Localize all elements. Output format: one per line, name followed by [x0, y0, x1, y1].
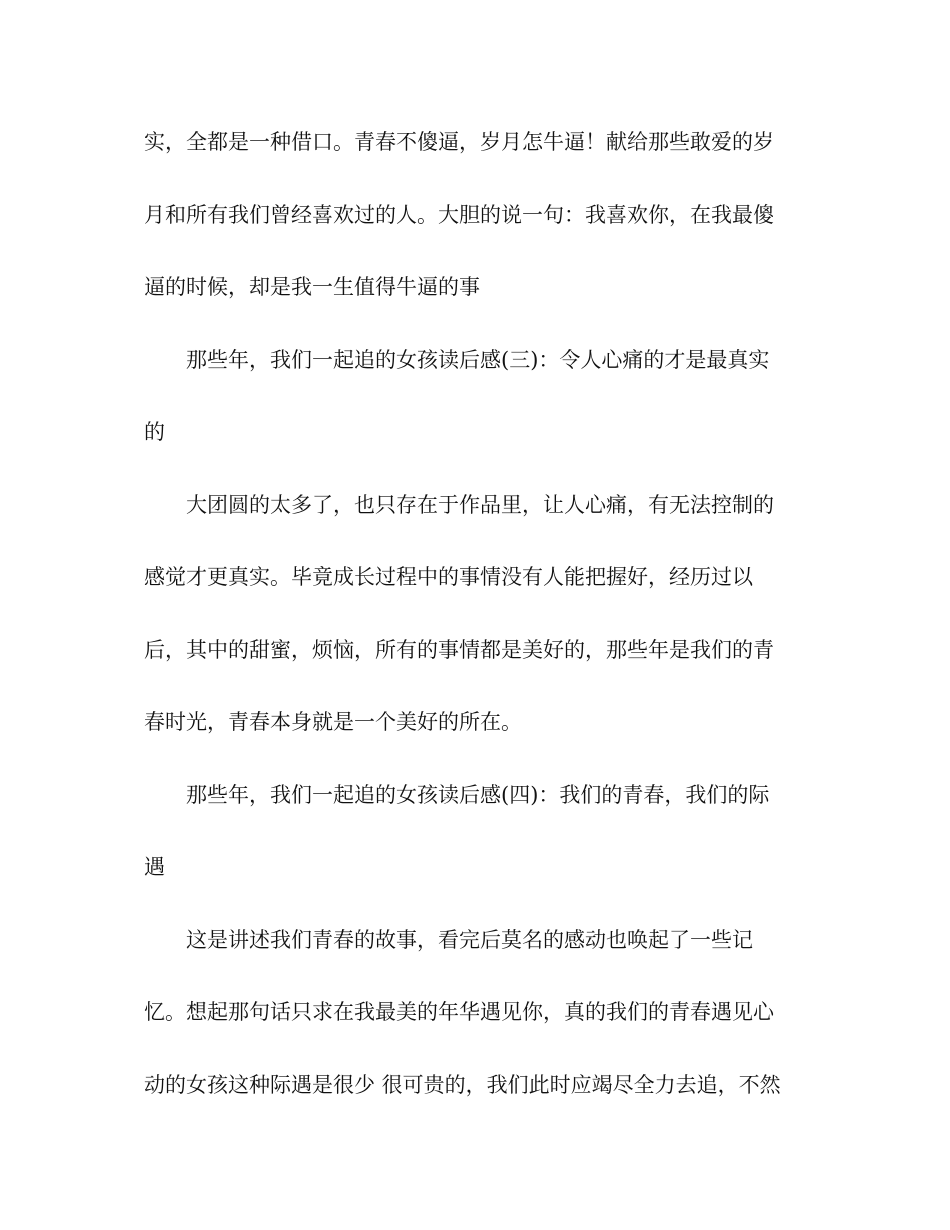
- paragraph-line: 这是讲述我们青春的故事，看完后莫名的感动也唤起了一些记: [186, 928, 753, 952]
- paragraph-line: 大团圆的太多了，也只存在于作品里，让人心痛，有无法控制的: [186, 493, 774, 517]
- paragraph-line: 忆。想起那句话只求在我最美的年华遇见你，真的我们的青春遇见心: [144, 1000, 774, 1024]
- section-heading-line: 那些年，我们一起追的女孩读后感(四)：我们的青春，我们的际: [186, 783, 770, 807]
- paragraph-line: 月和所有我们曾经喜欢过的人。大胆的说一句：我喜欢你，在我最傻: [144, 203, 774, 227]
- paragraph-line: 逼的时候，却是我一生值得牛逼的事: [144, 275, 480, 299]
- section-heading-line: 遇: [144, 855, 165, 879]
- paragraph-line: 春时光，青春本身就是一个美好的所在。: [144, 710, 522, 734]
- paragraph-line: 实，全都是一种借口。青春不傻逼，岁月怎牛逼！献给那些敢爱的岁: [144, 130, 774, 154]
- section-heading-line: 那些年，我们一起追的女孩读后感(三)：令人心痛的才是最真实: [186, 348, 770, 372]
- paragraph-line: 感觉才更真实。毕竟成长过程中的事情没有人能把握好，经历过以: [144, 565, 753, 589]
- section-heading-line: 的: [144, 420, 165, 444]
- paragraph-line: 动的女孩这种际遇是很少 很可贵的，我们此时应竭尽全力去追，不然: [144, 1073, 781, 1097]
- paragraph-line: 后，其中的甜蜜，烦恼，所有的事情都是美好的，那些年是我们的青: [144, 638, 774, 662]
